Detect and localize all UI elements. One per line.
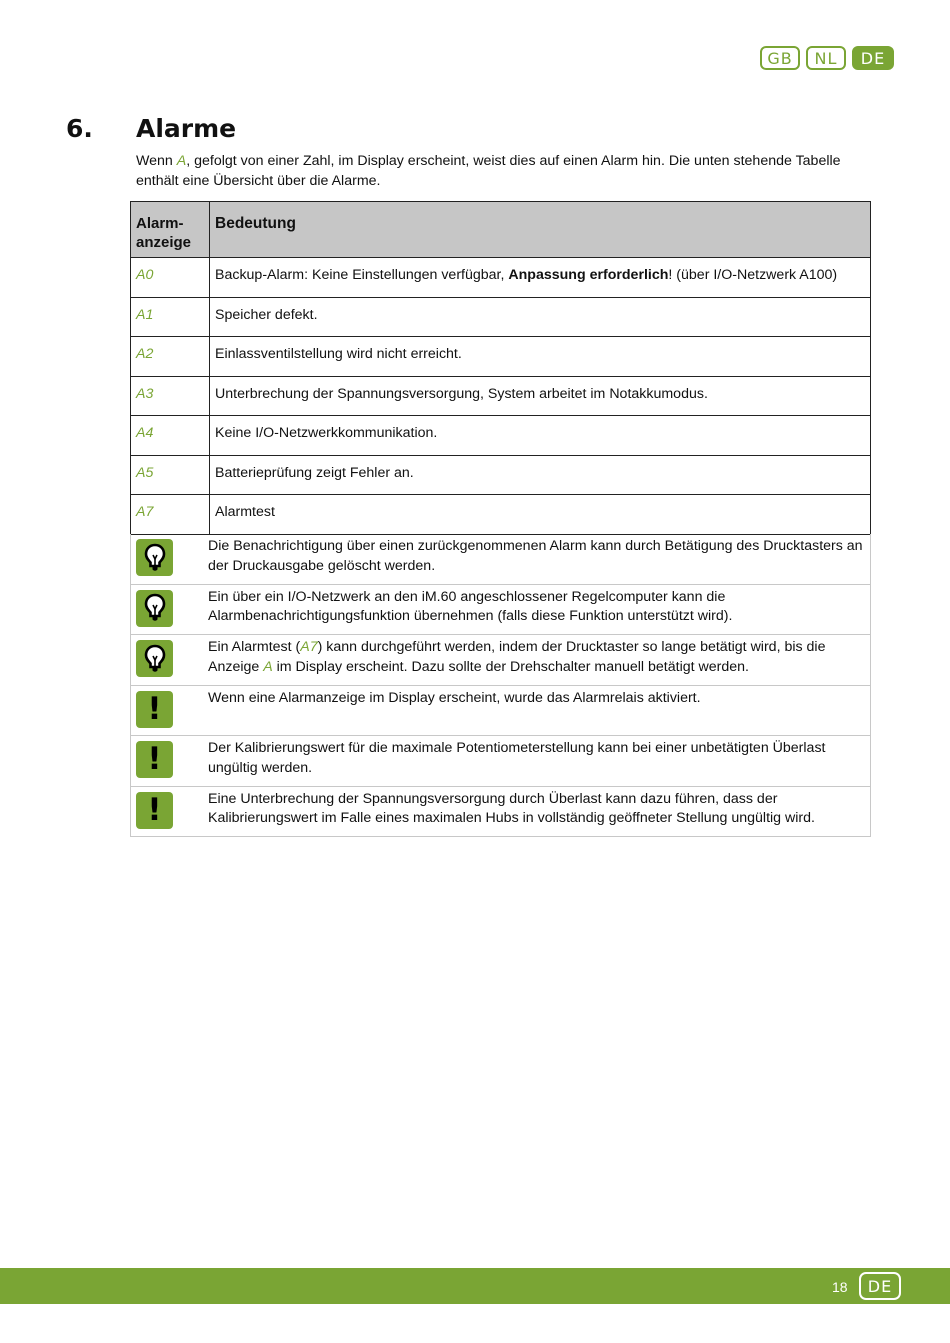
alarm-code: A4 (131, 416, 210, 456)
alarm-meaning-text: Alarmtest (215, 504, 275, 520)
alarm-code: A1 (131, 297, 210, 337)
lightbulb-icon (136, 590, 173, 627)
alarm-meaning (210, 297, 871, 337)
alarm-meaning (210, 258, 871, 298)
intro-text-before: Wenn (136, 153, 177, 169)
alarm-meaning-emphasis: Anpassung erforderlich (508, 267, 669, 283)
note-icon-cell (131, 585, 208, 635)
alarm-code: A7 (131, 495, 210, 535)
note-item (130, 635, 871, 686)
note-icon-cell (131, 635, 208, 685)
note-text: Eine Unterbrechung der Spannungsversorgung durch Überlast kann dazu führen, dass der Kalibrierungswert im Falle eines maximalen Hubs in vollständig geöffneter Stellung ungültig wird. (208, 790, 815, 826)
alarm-meaning-text: Keine I/O-Netzwerkkommunikation. (215, 425, 438, 441)
alarm-meaning (210, 416, 871, 456)
note-item (130, 736, 871, 787)
note-text-part: im Display erscheint. Dazu sollte der Drehschalter manuell betätigt werden. (272, 658, 749, 675)
section-number: 6. (66, 114, 93, 143)
header-alarm-display: Alarm- anzeige (131, 202, 210, 258)
note-icon-cell (131, 686, 208, 736)
alarm-meaning (210, 337, 871, 377)
footer-lang-badge: DE (859, 1272, 901, 1300)
lang-tab-gb[interactable]: GB (760, 46, 800, 70)
alarm-meaning-text: Unterbrechung der Spannungsversorgung, System arbeitet im Notakkumodus. (215, 385, 708, 402)
header-meaning: Bedeutung (210, 202, 871, 258)
note-item (130, 585, 871, 636)
note-icon-cell (131, 787, 208, 837)
intro-paragraph (136, 151, 866, 191)
alarm-code-inline: A7 (300, 639, 318, 655)
notes-list (130, 534, 871, 837)
table-row (131, 297, 871, 337)
note-text: Wenn eine Alarmanzeige im Display erscheint, wurde das Alarmrelais aktiviert. (208, 689, 701, 706)
alarm-meaning-text: Einlassventilstellung wird nicht erreicht. (215, 346, 462, 362)
note-text (208, 635, 870, 685)
alarm-code: A0 (131, 258, 210, 298)
note-item (130, 534, 871, 585)
language-tabs (760, 46, 894, 70)
intro-alarm-code: A (176, 153, 187, 169)
warning-icon: ! (136, 691, 173, 728)
note-text: Der Kalibrierungswert für die maximale Potentiometerstellung kann bei einer unbetätigten Überlast ungültig werden. (208, 740, 826, 776)
table-row (131, 416, 871, 456)
alarm-code-inline: A (263, 658, 273, 675)
alarm-table (130, 201, 871, 535)
note-item (130, 686, 871, 737)
note-text-part: ) kann durchgeführt werden, indem der Drucktaster so lange betätigt wird, bis die Anzeige (208, 639, 826, 675)
alarm-meaning-text: Batterieprüfung zeigt Fehler an. (215, 464, 414, 481)
alarm-code: A3 (131, 376, 210, 416)
alarm-meaning-text: Speicher defekt. (215, 306, 318, 323)
alarm-meaning (210, 495, 871, 535)
note-icon-cell (131, 534, 208, 584)
alarm-meaning-text: Backup-Alarm: Keine Einstellungen verfügbar, (215, 267, 509, 283)
note-text: Ein über ein I/O-Netzwerk an den iM.60 angeschlossener Regelcomputer kann die Alarmbenachrichtigungsfunktion übernehmen (falls diese Funktion unterstützt wird). (208, 588, 733, 624)
lang-tab-de[interactable]: DE (852, 46, 894, 70)
lang-tab-nl[interactable]: NL (806, 46, 846, 70)
lightbulb-icon (136, 539, 173, 576)
page-number: 18 (832, 1279, 848, 1295)
note-item (130, 787, 871, 838)
alarm-code: A2 (131, 337, 210, 377)
alarm-code: A5 (131, 455, 210, 495)
section-title: Alarme (136, 114, 237, 143)
table-row (131, 337, 871, 377)
table-row (131, 376, 871, 416)
table-row (131, 455, 871, 495)
lightbulb-icon (136, 640, 173, 677)
table-row (131, 258, 871, 298)
note-text-part: Ein Alarmtest ( (208, 639, 301, 655)
warning-icon: ! (136, 792, 173, 829)
alarm-meaning (210, 455, 871, 495)
warning-icon: ! (136, 741, 173, 778)
table-header-row (131, 202, 871, 258)
note-icon-cell (131, 736, 208, 786)
alarm-meaning (210, 376, 871, 416)
table-row (131, 495, 871, 535)
alarm-meaning-suffix: ! (über I/O-Netzwerk A100) (668, 267, 838, 283)
note-text: Die Benachrichtigung über einen zurückgenommenen Alarm kann durch Betätigung des Drucktasters an der Druckausgabe gelöscht werden. (208, 538, 863, 574)
footer-bar (0, 1268, 950, 1304)
intro-text-after: , gefolgt von einer Zahl, im Display erscheint, weist dies auf einen Alarm hin. Die unten stehende Tabelle enthält eine Übersicht über die Alarme. (136, 153, 841, 189)
alarm-table-body (131, 258, 871, 535)
